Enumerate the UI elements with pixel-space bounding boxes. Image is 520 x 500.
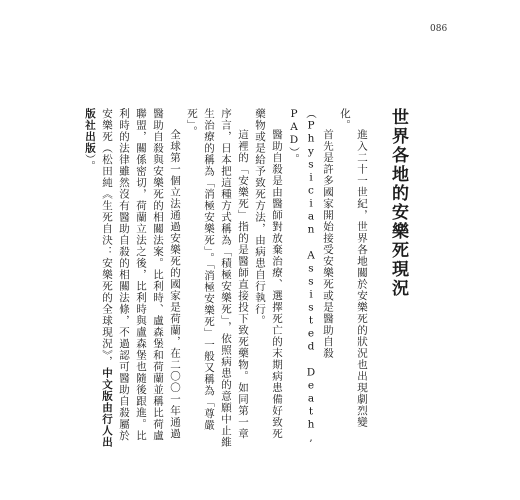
page-number: 086	[430, 24, 448, 34]
paragraph-5-text: 全球第一個立法通過安樂死的國家是荷蘭，在二〇〇一年通過醫助自殺與安樂死的相關法案。比利時、盧森堡和荷蘭並稱比荷盧聯盟，關係密切，荷蘭立法之後，比利時與盧森堡也隨後跟進。比利時的法律雖然沒有醫助自殺的相關法條，不過認可醫助自殺屬於安樂死（松田純《生死自決：安樂死的全球現況》，	[101, 108, 181, 442]
paragraph-4: 這裡的「安樂死」指的是醫師直接投下致死藥物。如同第一章序言，日本把這種方式稱為「積極安樂死」，依照病患的意願中止維生治療的稱為「消極安樂死」。「消極安樂死」一般又稱為「尊嚴死」。	[186, 108, 249, 448]
chapter-title: 世界各地的安樂死現況	[388, 108, 408, 298]
closing-mark: ）。	[84, 154, 96, 172]
paragraph-2: 首先是許多國家開始接受安樂死或是醫助自殺（Physician Assisted Death, PAD）。	[288, 108, 334, 445]
publisher-attribution: 中文版由行人出版社出版	[84, 108, 113, 448]
paragraph-1: 進入二十一世紀，世界各地關於安樂死的狀況也出現劇烈變化。	[339, 108, 368, 428]
paragraph-3: 醫助自殺是由醫師對放棄治療、選擇死亡的末期病患備好致死藥物或是給予致死方法，由病患自行執行。	[254, 108, 283, 440]
vertical-text-body	[84, 108, 410, 448]
paragraph-5	[81, 108, 183, 448]
